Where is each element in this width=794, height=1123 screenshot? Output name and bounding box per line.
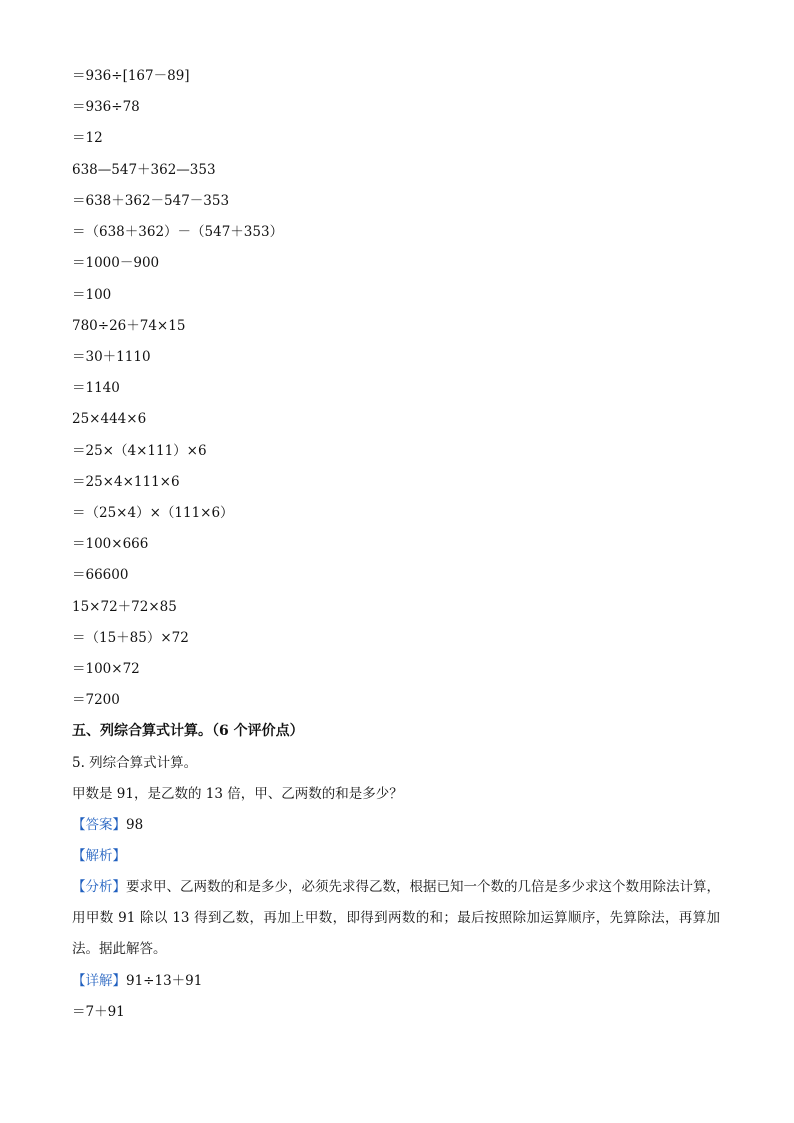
calc-line: ＝（25×4）×（111×6） (72, 505, 234, 521)
analysis-label: 【解析】 (72, 848, 126, 864)
calc-line: ＝936÷78 (72, 99, 140, 115)
calc-line: 780÷26＋74×15 (72, 318, 186, 334)
fenxi-text: 要求甲、乙两数的和是多少，必须先求得乙数，根据已知一个数的几倍是多少求这个数用除法计算，用甲数 91 除以 13 得到乙数，再加上甲数，即得到两数的和；最后按照除加运算顺序，先算除法，再算加法。据此解答。 (72, 879, 720, 957)
calc-line: ＝100×72 (72, 661, 140, 677)
answer-value: 98 (126, 817, 144, 833)
calc-line: ＝7200 (72, 692, 120, 708)
fenxi-label: 【分析】 (72, 879, 126, 895)
calc-line: ＝638＋362－547－353 (72, 193, 230, 209)
calc-line: ＝936÷[167－89] (72, 68, 190, 84)
calc-line: ＝1140 (72, 380, 120, 396)
detail-label: 【详解】 (72, 973, 126, 989)
analysis-paragraph (72, 872, 720, 965)
calc-line: ＝1000－900 (72, 255, 160, 271)
calc-line: ＝100×666 (72, 536, 149, 552)
answer-line (72, 815, 143, 835)
calc-line: ＝（638＋362）－（547＋353） (72, 224, 284, 240)
calc-line: 15×72＋72×85 (72, 599, 177, 615)
calc-line: 25×444×6 (72, 411, 147, 427)
answer-label: 【答案】 (72, 817, 126, 833)
question-title: 5. 列综合算式计算。 (72, 755, 198, 771)
question-text: 甲数是 91，是乙数的 13 倍，甲、乙两数的和是多少？ (72, 786, 403, 802)
calc-line: ＝100 (72, 287, 112, 303)
calc-line: ＝12 (72, 130, 103, 146)
calc-line: 638—547＋362—353 (72, 162, 216, 178)
detail-line (72, 971, 202, 991)
calc-line: ＝25×4×111×6 (72, 474, 180, 490)
detail-step: ＝7＋91 (72, 1004, 125, 1020)
calc-line: ＝66600 (72, 567, 129, 583)
calc-line: ＝（15＋85）×72 (72, 630, 189, 646)
detail-expression: 91÷13＋91 (126, 973, 203, 989)
calc-line: ＝30＋1110 (72, 349, 151, 365)
calc-line: ＝25×（4×111）×6 (72, 443, 207, 459)
section-heading: 五、列综合算式计算。（6 个评价点） (72, 723, 304, 739)
